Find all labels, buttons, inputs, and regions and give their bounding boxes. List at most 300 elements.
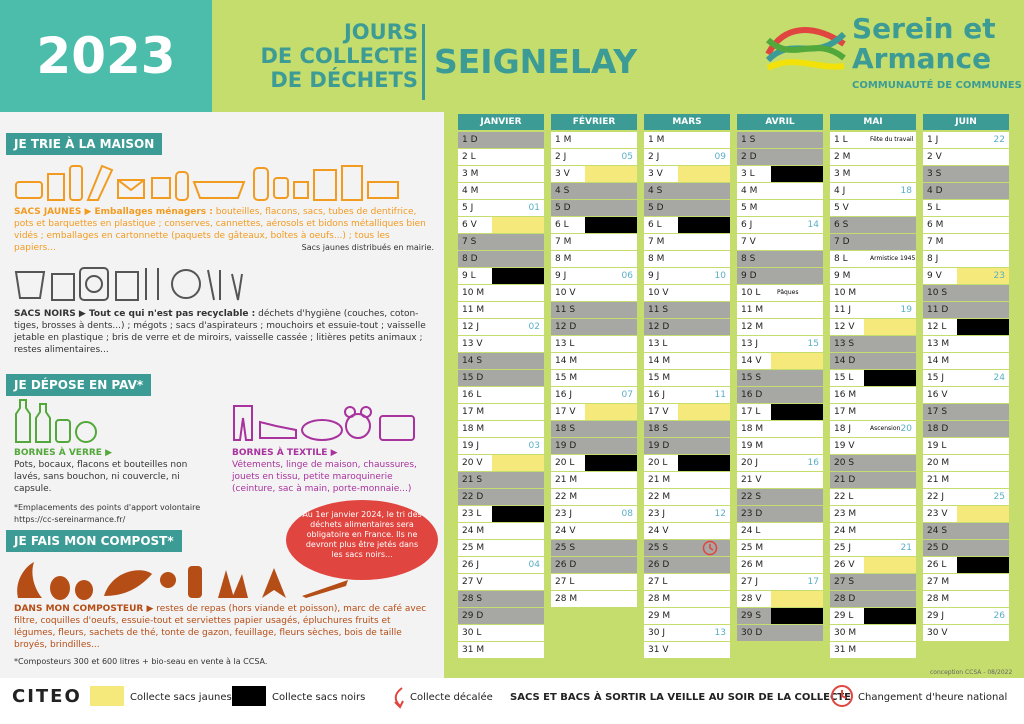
day-cell bbox=[830, 506, 916, 523]
day-label: 12 J bbox=[462, 322, 479, 332]
day-label: 24 V bbox=[648, 526, 669, 536]
day-label: 30 L bbox=[462, 628, 482, 638]
day-label: 25 S bbox=[555, 543, 576, 553]
brand-name bbox=[852, 14, 996, 74]
day-cell bbox=[830, 302, 916, 319]
day-cell bbox=[830, 336, 916, 353]
day-label: 31 M bbox=[462, 645, 485, 655]
day-label: 24 L bbox=[741, 526, 761, 536]
holiday-note: Armistice 1945 bbox=[870, 255, 916, 262]
day-cell bbox=[830, 557, 916, 574]
day-cell bbox=[644, 642, 730, 659]
day-label: 16 J bbox=[555, 390, 572, 400]
day-label: 19 J bbox=[462, 441, 479, 451]
black-bag-collection-marker bbox=[957, 319, 1009, 335]
day-cell bbox=[923, 489, 1009, 506]
day-cell bbox=[923, 319, 1009, 336]
black-bag-text: déchets d'hygiène (couches, coton-tiges, brosses à dents...) ; mégots ; sacs d'aspirateurs ; mouchoirs et essuie-tout ; vaisselle jetable en plastique ; bris de verre et de miroirs, vaisselle cassée ; litières petits animaux ; restes alimentaires... bbox=[14, 309, 426, 355]
day-label: 15 J bbox=[927, 373, 944, 383]
black-bag-collection-marker bbox=[864, 370, 916, 386]
day-label: 22 M bbox=[648, 492, 671, 502]
day-label: 31 M bbox=[834, 645, 857, 655]
yellow-bag-collection-marker bbox=[585, 166, 637, 182]
textile-items-icon bbox=[230, 402, 420, 444]
day-label: 12 D bbox=[555, 322, 577, 332]
day-cell bbox=[830, 625, 916, 642]
day-cell bbox=[737, 183, 823, 200]
day-label: 17 V bbox=[555, 407, 576, 417]
day-label: 2 J bbox=[555, 152, 567, 162]
compost-label: DANS MON COMPOSTEUR ▶ bbox=[14, 604, 154, 614]
day-cell bbox=[737, 574, 823, 591]
yellow-bag-collection-marker bbox=[771, 353, 823, 369]
day-cell bbox=[458, 149, 544, 166]
day-label: 27 J bbox=[741, 577, 758, 587]
day-cell bbox=[737, 302, 823, 319]
day-label: 4 D bbox=[927, 186, 943, 196]
month-header: JANVIER bbox=[458, 114, 544, 130]
day-cell bbox=[458, 217, 544, 234]
week-number: 17 bbox=[807, 577, 819, 587]
day-cell bbox=[737, 591, 823, 608]
day-label: 30 V bbox=[927, 628, 948, 638]
black-bag-collection-marker bbox=[957, 557, 1009, 573]
black-bag-collection-marker bbox=[771, 404, 823, 420]
day-cell bbox=[551, 591, 637, 608]
day-cell bbox=[644, 132, 730, 149]
day-cell bbox=[458, 591, 544, 608]
week-number: 09 bbox=[714, 152, 726, 162]
day-label: 25 J bbox=[834, 543, 851, 553]
holiday-note: Pâques bbox=[777, 289, 799, 296]
day-label: 20 L bbox=[648, 458, 668, 468]
day-label: 23 J bbox=[555, 509, 572, 519]
day-label: 9 L bbox=[462, 271, 476, 281]
clock-icon bbox=[830, 684, 854, 708]
day-label: 20 V bbox=[462, 458, 483, 468]
day-cell bbox=[923, 353, 1009, 370]
day-cell bbox=[737, 200, 823, 217]
day-cell bbox=[458, 472, 544, 489]
black-bag-items-icon bbox=[14, 264, 244, 304]
day-cell bbox=[458, 353, 544, 370]
day-label: 10 S bbox=[927, 288, 948, 298]
day-cell bbox=[458, 489, 544, 506]
day-label: 8 M bbox=[648, 254, 665, 264]
day-cell bbox=[737, 540, 823, 557]
day-label: 20 S bbox=[834, 458, 855, 468]
day-label: 10 V bbox=[555, 288, 576, 298]
day-label: 14 M bbox=[927, 356, 950, 366]
legend-black-label: Collecte sacs noirs bbox=[272, 692, 366, 703]
day-label: 29 J bbox=[927, 611, 944, 621]
day-cell bbox=[551, 200, 637, 217]
day-label: 21 M bbox=[555, 475, 578, 485]
day-cell bbox=[644, 455, 730, 472]
day-cell bbox=[830, 166, 916, 183]
day-cell bbox=[458, 642, 544, 659]
day-label: 7 V bbox=[741, 237, 756, 247]
day-label: 4 S bbox=[555, 186, 570, 196]
day-cell bbox=[923, 455, 1009, 472]
credit-label: conception CCSA - 08/2022 bbox=[930, 669, 1013, 676]
compost-text: restes de repas (hors viande et poisson), marc de café avec filtre, coquilles d'oeufs, essuie-tout et serviettes papier usagés, épluchures fruits et légumes, fleurs, sachets de thé, tonte de gazon, feuillage, fleurs sèches, bois de taille broyés, brindilles... bbox=[14, 604, 427, 650]
day-label: 24 M bbox=[462, 526, 485, 536]
day-cell bbox=[644, 506, 730, 523]
day-cell bbox=[737, 234, 823, 251]
day-cell bbox=[737, 336, 823, 353]
day-label: 24 S bbox=[927, 526, 948, 536]
day-cell bbox=[458, 455, 544, 472]
day-label: 3 V bbox=[555, 169, 570, 179]
legend-black-swatch bbox=[232, 686, 266, 706]
black-bag-collection-marker bbox=[678, 217, 730, 233]
day-label: 1 J bbox=[927, 135, 939, 145]
month-column bbox=[830, 114, 916, 659]
day-label: 26 J bbox=[462, 560, 479, 570]
day-label: 13 M bbox=[927, 339, 950, 349]
day-label: 12 L bbox=[927, 322, 947, 332]
day-cell bbox=[551, 319, 637, 336]
day-cell bbox=[737, 404, 823, 421]
day-cell bbox=[830, 421, 916, 438]
day-label: 5 M bbox=[741, 203, 758, 213]
day-cell bbox=[923, 625, 1009, 642]
day-label: 29 D bbox=[462, 611, 484, 621]
month-header: AVRIL bbox=[737, 114, 823, 130]
day-cell bbox=[830, 608, 916, 625]
day-label: 30 M bbox=[834, 628, 857, 638]
day-cell bbox=[458, 251, 544, 268]
day-cell bbox=[644, 489, 730, 506]
day-label: 25 S bbox=[648, 543, 669, 553]
citeo-logo: CITEO bbox=[12, 686, 82, 707]
yellow-bag-collection-marker bbox=[864, 319, 916, 335]
day-cell bbox=[830, 200, 916, 217]
day-cell bbox=[551, 506, 637, 523]
day-label: 23 D bbox=[741, 509, 763, 519]
week-number: 02 bbox=[528, 322, 540, 332]
day-label: 28 V bbox=[741, 594, 762, 604]
day-cell bbox=[458, 523, 544, 540]
day-label: 27 L bbox=[648, 577, 668, 587]
day-cell bbox=[644, 421, 730, 438]
day-cell bbox=[923, 421, 1009, 438]
week-number: 05 bbox=[621, 152, 633, 162]
pav-note: *Emplacements des points d'apport volontaire https://cc-sereinarmance.fr/ bbox=[14, 503, 201, 524]
day-cell bbox=[458, 319, 544, 336]
year-box bbox=[0, 0, 212, 112]
day-cell bbox=[644, 149, 730, 166]
day-cell bbox=[923, 506, 1009, 523]
day-cell bbox=[551, 574, 637, 591]
day-label: 19 M bbox=[741, 441, 764, 451]
legend-clock-label: Changement d'heure national bbox=[858, 692, 1008, 703]
day-label: 17 M bbox=[462, 407, 485, 417]
day-cell bbox=[737, 149, 823, 166]
week-number: 06 bbox=[621, 271, 633, 281]
day-cell bbox=[737, 387, 823, 404]
day-cell bbox=[923, 149, 1009, 166]
week-number: 23 bbox=[993, 271, 1005, 281]
day-cell bbox=[644, 251, 730, 268]
day-label: 13 L bbox=[648, 339, 668, 349]
day-label: 27 V bbox=[462, 577, 483, 587]
day-label: 14 D bbox=[834, 356, 856, 366]
day-label: 30 D bbox=[741, 628, 763, 638]
day-label: 25 M bbox=[462, 543, 485, 553]
day-cell bbox=[644, 523, 730, 540]
day-cell bbox=[458, 421, 544, 438]
day-label: 19 V bbox=[834, 441, 855, 451]
day-cell bbox=[923, 234, 1009, 251]
day-cell bbox=[923, 285, 1009, 302]
day-cell bbox=[737, 251, 823, 268]
yellow-bag-note: Sacs jaunes distribués en mairie. bbox=[301, 243, 434, 252]
month-header: JUIN bbox=[923, 114, 1009, 130]
day-label: 6 M bbox=[927, 220, 944, 230]
day-cell bbox=[458, 370, 544, 387]
day-cell bbox=[551, 132, 637, 149]
day-cell bbox=[551, 268, 637, 285]
yellow-bag-collection-marker bbox=[864, 557, 916, 573]
day-label: 7 M bbox=[648, 237, 665, 247]
compost-note: *Composteurs 300 et 600 litres + bio-seau en vente à la CCSA. bbox=[14, 657, 268, 666]
day-cell bbox=[923, 574, 1009, 591]
day-cell bbox=[923, 336, 1009, 353]
week-number: 20 bbox=[900, 424, 912, 434]
day-cell bbox=[458, 608, 544, 625]
day-label: 22 J bbox=[927, 492, 944, 502]
day-cell bbox=[458, 336, 544, 353]
day-label: 21 D bbox=[834, 475, 856, 485]
day-cell bbox=[644, 166, 730, 183]
week-number: 15 bbox=[807, 339, 819, 349]
day-label: 28 M bbox=[555, 594, 578, 604]
day-cell bbox=[737, 557, 823, 574]
day-cell bbox=[830, 591, 916, 608]
day-cell bbox=[923, 387, 1009, 404]
day-label: 3 V bbox=[648, 169, 663, 179]
day-cell bbox=[458, 302, 544, 319]
day-cell bbox=[458, 183, 544, 200]
day-label: 16 J bbox=[648, 390, 665, 400]
glass-text: Pots, bocaux, flacons et bouteilles non lavés, sans bouchon, ni couvercle, ni capsule. bbox=[14, 460, 188, 494]
day-cell bbox=[644, 438, 730, 455]
yellow-bag-collection-marker bbox=[678, 404, 730, 420]
day-label: 16 L bbox=[462, 390, 482, 400]
day-cell bbox=[737, 472, 823, 489]
day-label: 2 D bbox=[741, 152, 757, 162]
day-cell bbox=[830, 268, 916, 285]
day-label: 23 M bbox=[834, 509, 857, 519]
day-label: 3 S bbox=[927, 169, 942, 179]
day-label: 16 V bbox=[927, 390, 948, 400]
day-label: 24 V bbox=[555, 526, 576, 536]
day-label: 2 J bbox=[648, 152, 660, 162]
day-label: 23 V bbox=[927, 509, 948, 519]
title-divider bbox=[422, 24, 425, 100]
day-label: 10 L bbox=[741, 288, 761, 298]
day-label: 18 D bbox=[927, 424, 949, 434]
month-column bbox=[644, 114, 730, 659]
day-cell bbox=[830, 319, 916, 336]
day-label: 14 M bbox=[648, 356, 671, 366]
day-cell bbox=[551, 455, 637, 472]
day-label: 19 D bbox=[648, 441, 670, 451]
day-cell bbox=[830, 540, 916, 557]
day-cell bbox=[830, 438, 916, 455]
day-label: 28 S bbox=[462, 594, 483, 604]
yellow-bag-text: bouteilles, flacons, sacs, tubes de dentifrice, pots et barquettes en plastique ; conserves, cannettes, aérosols et bidons métalliques bien vidés ; emballages en cartonnette (paquets de gâteaux, boîtes à oeufs...) ; tous les papiers... bbox=[14, 207, 426, 253]
textile-text: Vêtements, linge de maison, chaussures, jouets en tissu, petite maroquinerie (ceinture, sac à main, porte-monnaie...) bbox=[232, 460, 417, 494]
day-cell bbox=[737, 319, 823, 336]
day-label: 1 M bbox=[555, 135, 572, 145]
day-cell bbox=[737, 268, 823, 285]
day-label: 19 L bbox=[927, 441, 947, 451]
day-label: 3 M bbox=[462, 169, 479, 179]
day-label: 26 L bbox=[927, 560, 947, 570]
day-label: 24 M bbox=[834, 526, 857, 536]
day-cell bbox=[551, 523, 637, 540]
day-cell bbox=[644, 200, 730, 217]
day-cell bbox=[830, 472, 916, 489]
day-cell bbox=[830, 251, 916, 268]
day-cell bbox=[830, 489, 916, 506]
day-label: 8 L bbox=[834, 254, 848, 264]
day-cell bbox=[551, 370, 637, 387]
day-cell bbox=[923, 302, 1009, 319]
day-cell bbox=[458, 166, 544, 183]
compost-description bbox=[14, 603, 434, 651]
yellow-bag-collection-marker bbox=[492, 217, 544, 233]
day-cell bbox=[458, 234, 544, 251]
day-cell bbox=[551, 285, 637, 302]
day-label: 14 V bbox=[741, 356, 762, 366]
day-label: 26 M bbox=[741, 560, 764, 570]
day-label: 1 S bbox=[741, 135, 756, 145]
day-label: 23 J bbox=[648, 509, 665, 519]
day-cell bbox=[830, 642, 916, 659]
day-cell bbox=[923, 166, 1009, 183]
week-number: 19 bbox=[900, 305, 912, 315]
black-bag-collection-marker bbox=[585, 455, 637, 471]
day-label: 6 J bbox=[741, 220, 753, 230]
day-cell bbox=[551, 166, 637, 183]
day-cell bbox=[923, 200, 1009, 217]
day-label: 28 M bbox=[927, 594, 950, 604]
day-label: 21 V bbox=[741, 475, 762, 485]
day-label: 20 L bbox=[555, 458, 575, 468]
day-label: 15 D bbox=[462, 373, 484, 383]
black-bag-collection-marker bbox=[771, 166, 823, 182]
day-cell bbox=[830, 387, 916, 404]
day-cell bbox=[458, 574, 544, 591]
day-cell bbox=[737, 438, 823, 455]
day-label: 17 L bbox=[741, 407, 761, 417]
day-label: 2 V bbox=[927, 152, 942, 162]
day-label: 2 L bbox=[462, 152, 476, 162]
day-label: 22 S bbox=[741, 492, 762, 502]
day-cell bbox=[644, 404, 730, 421]
day-label: 8 J bbox=[927, 254, 939, 264]
day-cell bbox=[737, 489, 823, 506]
holiday-note: Pentecôte bbox=[870, 612, 900, 619]
yellow-bag-collection-marker bbox=[585, 404, 637, 420]
day-cell bbox=[830, 285, 916, 302]
day-cell bbox=[551, 387, 637, 404]
day-label: 9 J bbox=[555, 271, 567, 281]
day-label: 11 M bbox=[462, 305, 485, 315]
day-label: 18 M bbox=[741, 424, 764, 434]
brand-logo-icon bbox=[764, 14, 848, 76]
day-label: 18 S bbox=[648, 424, 669, 434]
day-cell bbox=[458, 268, 544, 285]
day-label: 9 M bbox=[834, 271, 851, 281]
yellow-bag-label: SACS JAUNES ▶ Emballages ménagers : bbox=[14, 207, 213, 217]
week-number: 11 bbox=[714, 390, 726, 400]
day-cell bbox=[458, 557, 544, 574]
month-header: FÉVRIER bbox=[551, 114, 637, 130]
day-cell bbox=[644, 336, 730, 353]
day-label: 12 D bbox=[648, 322, 670, 332]
day-label: 22 L bbox=[834, 492, 854, 502]
day-cell bbox=[458, 540, 544, 557]
day-cell bbox=[737, 506, 823, 523]
yellow-bag-items-icon bbox=[14, 160, 404, 202]
day-cell bbox=[923, 268, 1009, 285]
day-label: 25 D bbox=[927, 543, 949, 553]
day-label: 15 M bbox=[648, 373, 671, 383]
day-cell bbox=[923, 591, 1009, 608]
day-label: 6 S bbox=[834, 220, 849, 230]
page-title bbox=[222, 20, 418, 92]
day-label: 12 V bbox=[834, 322, 855, 332]
day-label: 27 M bbox=[927, 577, 950, 587]
day-cell bbox=[644, 608, 730, 625]
day-label: 15 S bbox=[741, 373, 762, 383]
day-label: 13 L bbox=[555, 339, 575, 349]
black-bag-collection-marker bbox=[492, 268, 544, 284]
day-label: 8 S bbox=[741, 254, 756, 264]
day-label: 22 M bbox=[555, 492, 578, 502]
day-label: 30 J bbox=[648, 628, 665, 638]
day-cell bbox=[644, 217, 730, 234]
month-column bbox=[923, 114, 1009, 642]
town-name: SEIGNELAY bbox=[434, 42, 638, 81]
week-number: 16 bbox=[807, 458, 819, 468]
day-cell bbox=[644, 183, 730, 200]
glass-items-icon bbox=[12, 398, 102, 444]
day-label: 29 S bbox=[741, 611, 762, 621]
section-title-trie: JE TRIE À LA MAISON bbox=[6, 133, 162, 155]
day-cell bbox=[551, 472, 637, 489]
day-cell bbox=[830, 183, 916, 200]
day-label: 7 M bbox=[927, 237, 944, 247]
day-label: 26 V bbox=[834, 560, 855, 570]
week-number: 18 bbox=[900, 186, 912, 196]
title-line-2: DE COLLECTE bbox=[260, 44, 418, 68]
week-number: 07 bbox=[621, 390, 633, 400]
black-bag-collection-marker bbox=[585, 217, 637, 233]
day-cell bbox=[458, 625, 544, 642]
day-label: 17 S bbox=[927, 407, 948, 417]
day-cell bbox=[644, 591, 730, 608]
brand-line-1: Serein et bbox=[852, 12, 996, 45]
legend-shift-label: Collecte décalée bbox=[410, 692, 493, 703]
day-label: 26 D bbox=[648, 560, 670, 570]
day-cell bbox=[458, 200, 544, 217]
